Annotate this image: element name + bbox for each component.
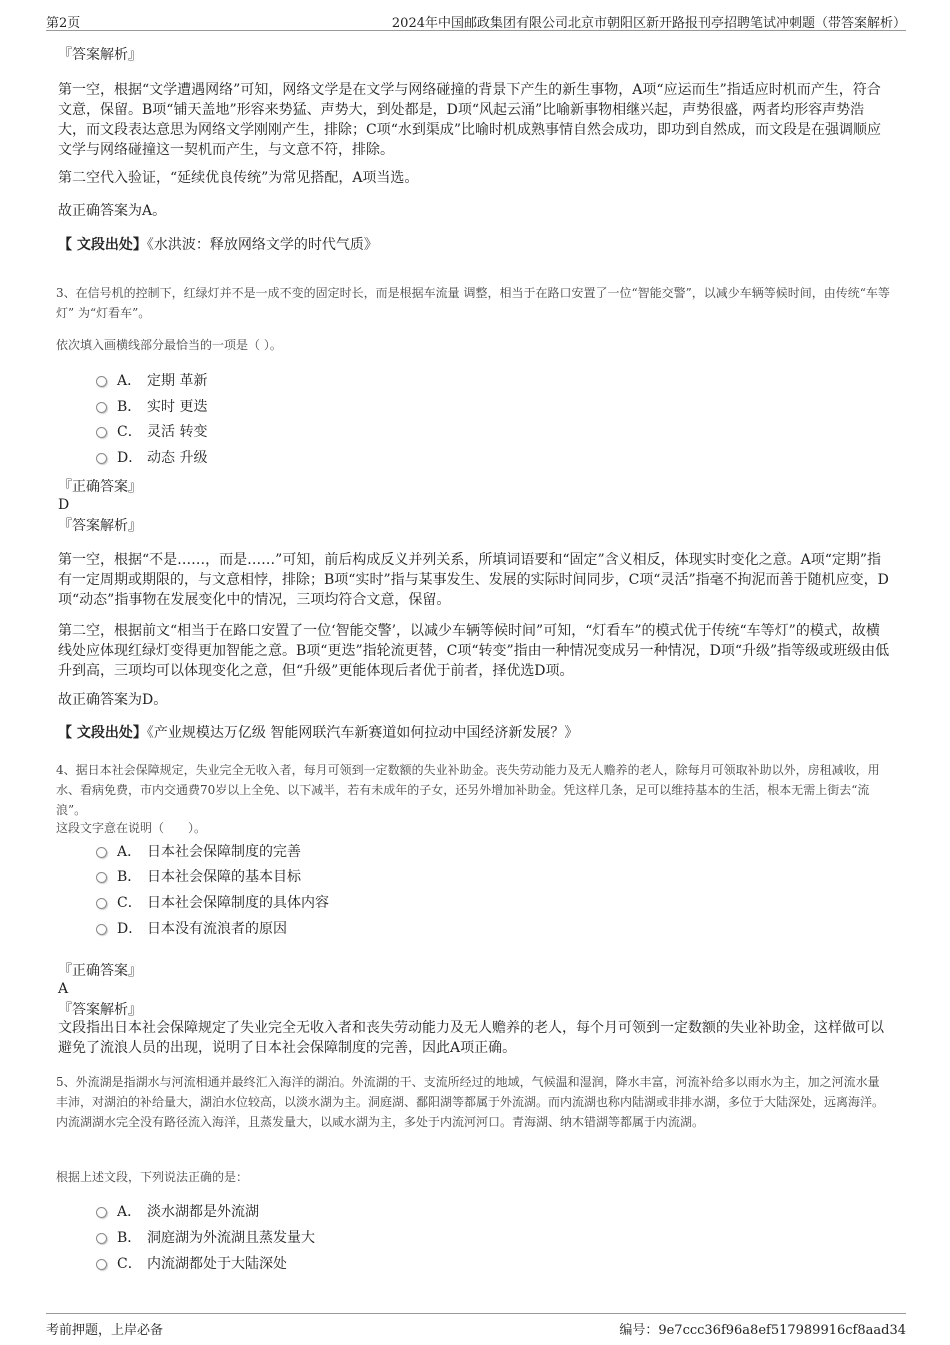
option-text: 动态 升级 (147, 450, 208, 466)
option-letter: B． (117, 1230, 142, 1246)
option-letter: C． (117, 1256, 142, 1272)
option-text: 日本社会保障制度的具体内容 (147, 895, 329, 911)
q4-answer-label: 『正确答案』 (58, 963, 142, 979)
q3-option-d[interactable] (96, 447, 207, 469)
q4-option-c[interactable] (96, 892, 329, 914)
q2-source (58, 235, 890, 255)
page-header (46, 8, 906, 31)
q3-option-a[interactable] (96, 370, 207, 392)
option-text: 内流湖都处于大陆深处 (147, 1256, 287, 1272)
q5-option-c[interactable] (96, 1253, 287, 1275)
q3-analysis-label: 『答案解析』 (58, 518, 142, 534)
q3-option-c[interactable] (96, 421, 207, 443)
radio-icon[interactable] (96, 402, 107, 413)
option-text: 实时 更迭 (147, 399, 208, 415)
option-text: 日本社会保障制度的完善 (147, 844, 301, 860)
option-letter: A． (117, 373, 142, 389)
q3-analysis-p1: 第一空，根据“不是……，而是……”可知，前后构成反义并列关系，所填词语要和“固定”含义相反，体现实时变化之意。A项“定期”指有一定周期或期限的，与文意相悖，排除；B项“实时”指与某事发生、发展的实际时间同步，C项“灵活”指毫不拘泥而善于随机应变，D项“动态”指事物在发展变化中的情况，三项均符合文意，保留。 (58, 552, 889, 608)
q4-answer: A (58, 981, 69, 997)
radio-icon[interactable] (96, 1259, 107, 1270)
q5-stem: 5、外流湖是指湖水与河流相通并最终汇入海洋的湖泊。外流湖的干、支流所经过的地域，气候温和湿润，降水丰富，河流补给多以雨水为主，加之河流水量丰沛，对湖泊的补给量大，湖泊水位较高，以淡水湖为主。洞庭湖、鄱阳湖等都属于外流湖。而内流湖也称内陆湖或非排水湖，多位于大陆深处，远离海洋。内流湖湖水完全没有路径流入海洋，且蒸发量大，以咸水湖为主，多处于内流河河口。青海湖、纳木错湖等都属于内流湖。 (56, 1075, 885, 1129)
document-title: 2024年中国邮政集团有限公司北京市朝阳区新开路报刊亭招聘笔试冲刺题（带答案解析） (391, 16, 906, 31)
page-number: 第2页 (46, 16, 81, 31)
option-letter: B． (117, 869, 142, 885)
q4-option-a[interactable] (96, 841, 301, 863)
q4-option-b[interactable] (96, 866, 301, 888)
q2-analysis-label: 『答案解析』 (58, 47, 142, 63)
option-text: 洞庭湖为外流湖且蒸发量大 (147, 1230, 315, 1246)
q2-analysis-p1: 第一空，根据“文学遭遇网络”可知，网络文学是在文学与网络碰撞的背景下产生的新生事物，A项“应运而生”指适应时机而产生，符合文意，保留。B项“铺天盖地”形容来势猛、声势大，到处都是，D项“风起云涌”比喻新事物相继兴起，声势很盛，两者均形容声势浩大，而文段表达意思为网络文学刚刚产生，排除；C项“水到渠成”比喻时机成熟事情自然会成功，即功到自然成，而文段是在强调顺应文学与网络碰撞这一契机而产生，与文意不符，排除。 (58, 82, 882, 158)
q5-ask: 根据上述文段，下列说法正确的是： (56, 1170, 249, 1184)
q3-source-label: 【 文段出处】 (58, 725, 147, 741)
q5-option-a[interactable] (96, 1201, 259, 1223)
option-text: 灵活 转变 (147, 424, 208, 440)
q4-analysis-p1: 文段指出日本社会保障规定了失业完全无收入者和丧失劳动能力及无人赡养的老人，每个月可领到一定数额的失业补助金，这样做可以避免了流浪人员的出现，说明了日本社会保障制度的完善，因此A项正确。 (58, 1020, 884, 1056)
option-letter: B． (117, 399, 142, 415)
q3-ask: 依次填入画横线部分最恰当的一项是（ ）。 (56, 338, 282, 352)
q3-analysis-p2: 第二空，根据前文“相当于在路口安置了一位‘智能交警’，以减少车辆等候时间”可知，“灯看车”的模式优于传统“车等灯”的模式，故横线处应体现红绿灯变得更加智能之意。B项“更迭”指轮流更替，C项“转变”指由一种情况变成另一种情况，D项“升级”指等级或班级由低升到高，三项均可以体现变化之意，但“升级”更能体现后者优于前者，择优选D项。 (58, 623, 890, 679)
radio-icon[interactable] (96, 1207, 107, 1218)
option-text: 定期 革新 (147, 373, 208, 389)
option-letter: D． (117, 921, 143, 937)
radio-icon[interactable] (96, 453, 107, 464)
q2-analysis-p2: 第二空代入验证，“延续优良传统”为常见搭配，A项当选。 (58, 170, 419, 186)
q3-source (58, 723, 890, 743)
code-value: 9e7ccc36f96a8ef517989916cf8aad34 (658, 1323, 906, 1338)
q2-source-text: 《水洪波：释放网络文学的时代气质》 (146, 237, 378, 253)
option-text: 日本没有流浪者的原因 (147, 921, 287, 937)
option-letter: C． (117, 424, 142, 440)
radio-icon[interactable] (96, 898, 107, 909)
option-letter: A． (117, 844, 142, 860)
q5-option-b[interactable] (96, 1227, 315, 1249)
q4-stem: 4、据日本社会保障规定，失业完全无收入者，每月可领到一定数额的失业补助金。丧失劳动能力及无人赡养的老人，除每月可领取补助以外，房租减收，用水、看病免费，市内交通费70岁以上全免、以下减半，若有未成年的子女，还另外增加补助金。凭这样几条，足可以维持基本的生活，根本无需上街去“流浪”。 (56, 763, 880, 817)
q3-stem: 3、在信号机的控制下，红绿灯并不是一成不变的固定时长，而是根据车流量 调整，相当于在路口安置了一位“智能交警”，以减少车辆等候时间，由传统“车等灯” 为“灯看车”。 (56, 286, 890, 320)
q4-ask: 这段文字意在说明（ ）。 (56, 821, 207, 835)
q2-source-label: 【 文段出处】 (58, 237, 147, 253)
radio-icon[interactable] (96, 872, 107, 883)
option-text: 淡水湖都是外流湖 (147, 1204, 259, 1220)
page-footer (46, 1313, 906, 1340)
q3-analysis-p3: 故正确答案为D。 (58, 692, 168, 708)
q2-analysis-p3: 故正确答案为A。 (58, 203, 167, 219)
q3-answer-label: 『正确答案』 (58, 479, 142, 495)
q3-answer: D (58, 497, 70, 513)
q3-option-b[interactable] (96, 396, 207, 418)
radio-icon[interactable] (96, 847, 107, 858)
radio-icon[interactable] (96, 924, 107, 935)
q4-option-d[interactable] (96, 918, 287, 940)
q3-source-text: 《产业规模达万亿级 智能网联汽车新赛道如何拉动中国经济新发展？》 (146, 725, 579, 741)
q4-analysis-label: 『答案解析』 (58, 1002, 142, 1018)
footer-slogan: 考前押题，上岸必备 (46, 1323, 164, 1338)
option-letter: D． (117, 450, 143, 466)
option-letter: C． (117, 895, 142, 911)
option-letter: A． (117, 1204, 142, 1220)
code-label: 编号： (619, 1323, 659, 1338)
radio-icon[interactable] (96, 376, 107, 387)
radio-icon[interactable] (96, 427, 107, 438)
radio-icon[interactable] (96, 1233, 107, 1244)
document-code (619, 1319, 906, 1338)
option-text: 日本社会保障的基本目标 (147, 869, 301, 885)
